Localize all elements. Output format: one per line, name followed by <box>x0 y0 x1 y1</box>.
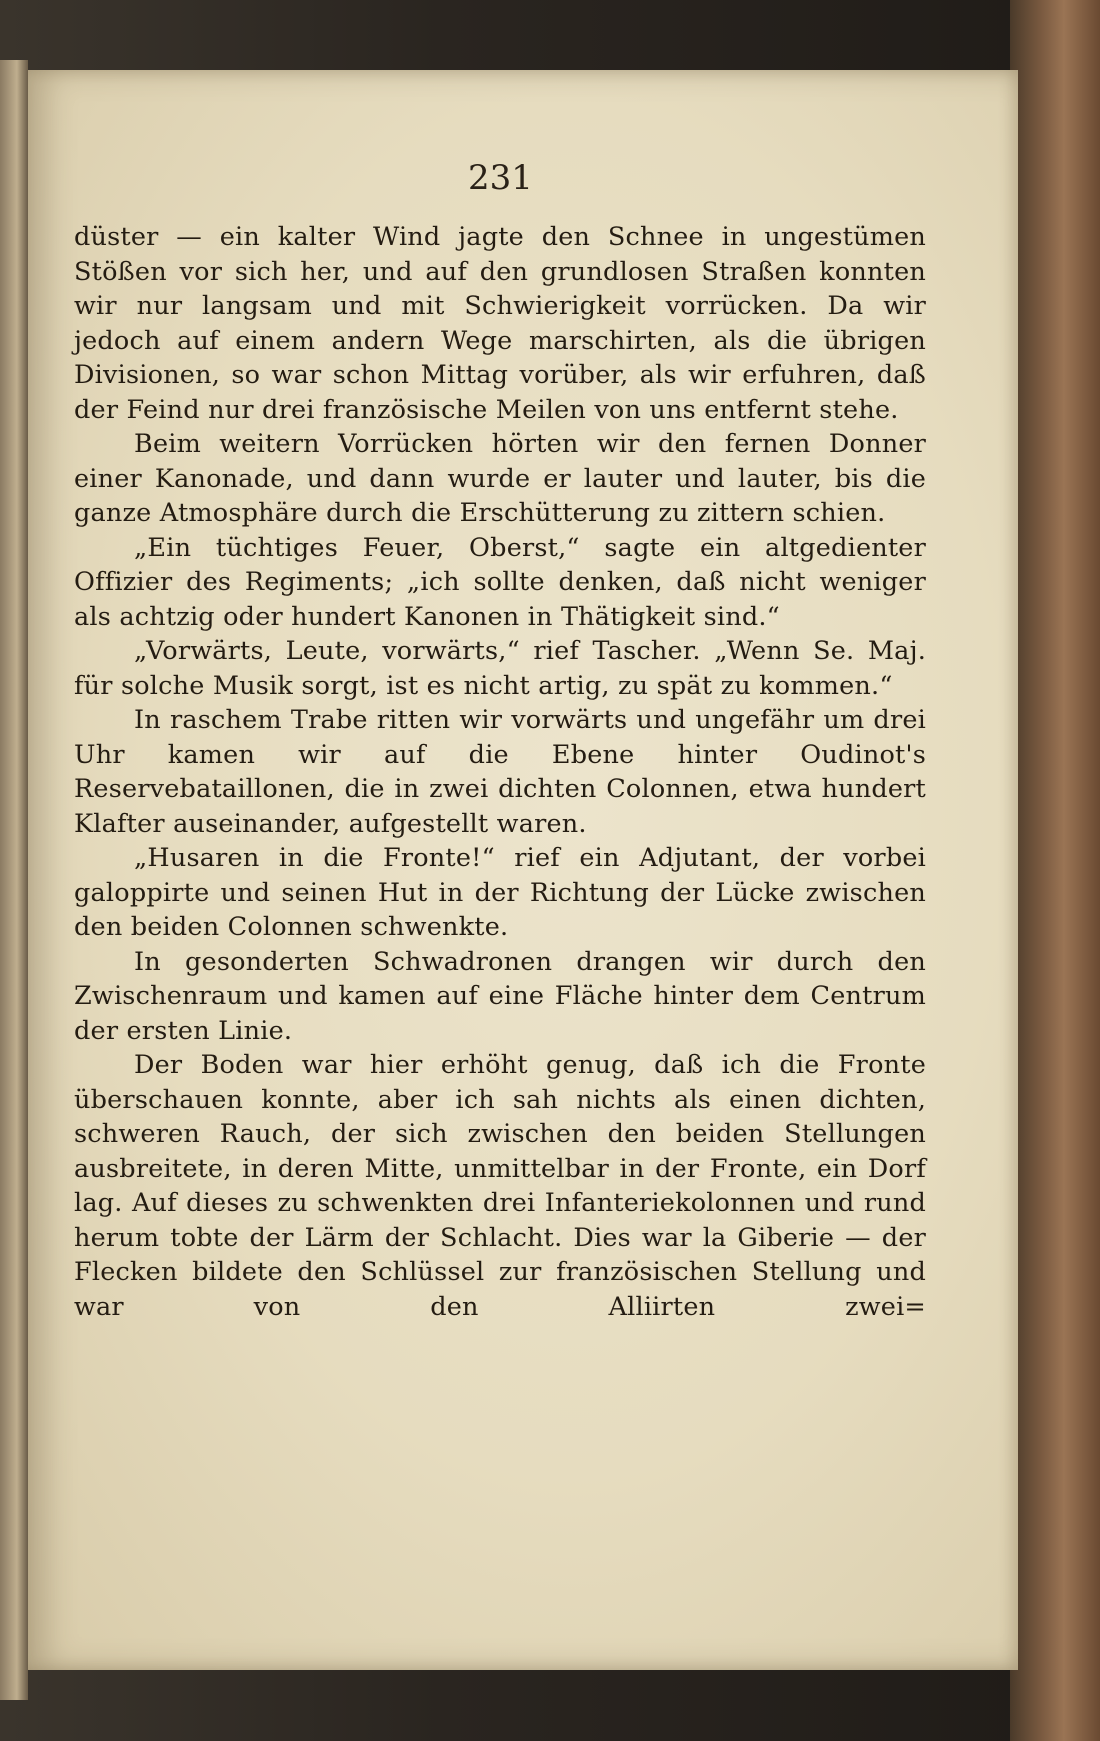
previous-page-edge <box>0 60 28 1700</box>
paragraph: In gesonderten Schwadronen drangen wir durch den Zwischenraum und kamen auf eine Fläche hinter dem Centrum der ersten Linie. <box>74 946 926 1046</box>
paragraph: „Vorwärts, Leute, vorwärts,“ rief Tascher. „Wenn Se. Maj. für solche Musik sorgt, ist es nicht artig, zu spät zu kommen.“ <box>74 636 926 701</box>
paragraph: „Husaren in die Fronte!“ rief ein Adjutant, der vorbei galoppirte und seinen Hut in der Richtung der Lücke zwischen den beiden Colonnen schwenkte. <box>74 843 926 942</box>
paragraph: Der Boden war hier erhöht genug, daß ich die Fronte überschauen konnte, aber ich sah nichts als einen dichten, schweren Rauch, der sich zwischen den beiden Stellungen ausbreitete, in deren Mitte, unmittelbar in der Fronte, ein Dorf lag. Auf dieses zu schwenkten drei Infanteriekolonnen und rund herum tobte der Lärm der Schlacht. Dies war la Giberie — der Flecken bildete den Schlüssel zur französischen Stellung und war von den Alliirten zwei= <box>74 1050 926 1322</box>
book-cover <box>1010 0 1100 1741</box>
page <box>28 70 1018 1670</box>
paragraph: In raschem Trabe ritten wir vorwärts und ungefähr um drei Uhr kamen wir auf die Ebene hinter Oudinot's Reservebataillonen, die in zwei dichten Colonnen, etwa hundert Klafter auseinander, aufgestellt waren. <box>74 705 926 839</box>
paragraph: Beim weitern Vorrücken hörten wir den fernen Donner einer Kanonade, und dann wurde er lauter und lauter, bis die ganze Atmosphäre durch die Erschütterung zu zittern schien. <box>74 429 926 528</box>
body-text <box>74 220 926 1324</box>
paragraph: düster — ein kalter Wind jagte den Schnee in ungestümen Stößen vor sich her, und auf den grundlosen Straßen konnten wir nur langsam und mit Schwierigkeit vorrücken. Da wir jedoch auf einem andern Wege marschirten, als die übrigen Divisionen, so war schon Mittag vorüber, als wir erfuhren, daß der Feind nur drei französische Meilen von uns entfernt stehe. <box>74 222 926 425</box>
page-number: 231 <box>468 158 533 198</box>
paragraph: „Ein tüchtiges Feuer, Oberst,“ sagte ein altgedienter Offizier des Regiments; „ich sollte denken, daß nicht weniger als achtzig oder hundert Kanonen in Thätigkeit sind.“ <box>74 532 926 632</box>
